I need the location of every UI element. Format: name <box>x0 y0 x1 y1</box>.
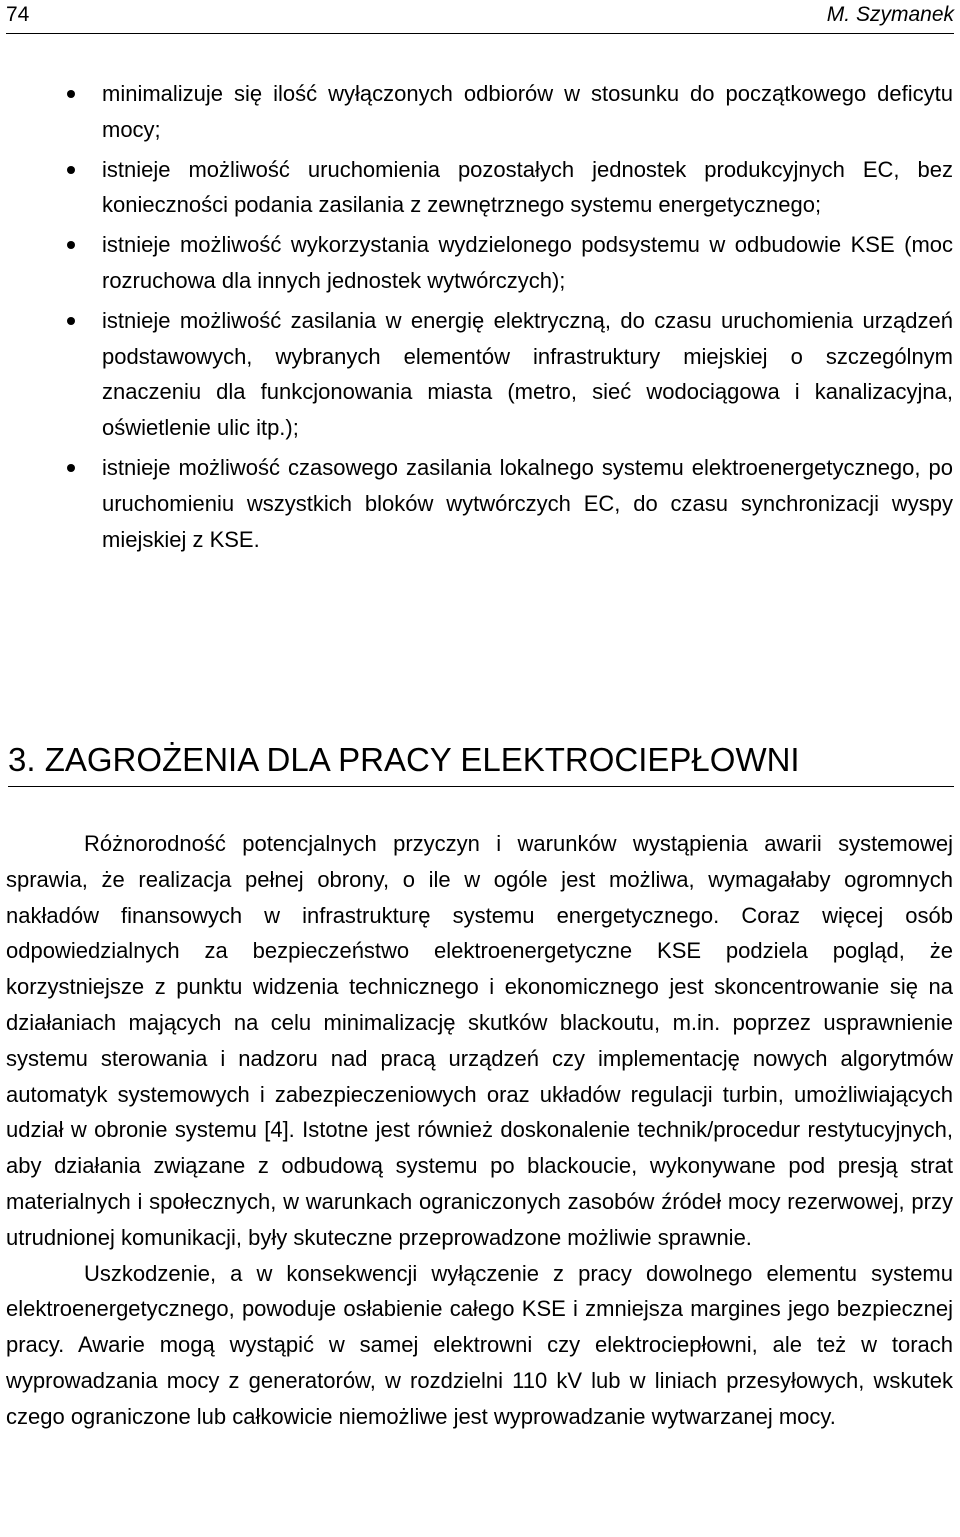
section-body <box>6 826 953 1435</box>
list-item-text: istnieje możliwość zasilania w energię elektryczną, do czasu uruchomienia urządzeń podstawowych, wybranych elementów infrastruktury miejskiej o szczególnym znaczeniu dla funkcjonowania miasta (metro, sieć wodociągowa i kanalizacyjna, oświetlenie ulic itp.); <box>102 307 953 441</box>
bullet-icon <box>67 90 75 98</box>
paragraph: Uszkodzenie, a w konsekwencji wyłączenie z pracy dowolnego elementu systemu elektroenergetycznego, powoduje osłabienie całego KSE i zmniejsza margines jego bezpiecznej pracy. Awarie mogą wystąpić w samej elektrowni czy elektrociepłowni, ale też w torach wyprowadzania mocy z generatorów, w rozdzielni 110 kV lub w liniach przesyłowych, wskutek czego ograniczone lub całkowicie niemożliwe jest wyprowadzanie wytwarzanej mocy. <box>6 1260 953 1429</box>
list-item-text: istnieje możliwość uruchomienia pozostałych jednostek produkcyjnych EC, bez konieczności podania zasilania z zewnętrznego systemu energetycznego; <box>102 156 953 218</box>
running-header <box>6 0 954 34</box>
bullet-list <box>102 76 953 561</box>
bullet-icon <box>67 166 75 174</box>
list-item-text: istnieje możliwość czasowego zasilania lokalnego systemu elektroenergetycznego, po uruchomieniu wszystkich bloków wytwórczych EC, do czasu synchronizacji wyspy miejskiej z KSE. <box>102 454 953 552</box>
list-item <box>102 227 953 299</box>
paragraph: Różnorodność potencjalnych przyczyn i warunków wystąpienia awarii systemowej sprawia, że realizacja pełnej obrony, o ile w ogóle jest możliwa, wymagałaby ogromnych nakładów finansowych w infrastrukturę systemu energetycznego. Coraz więcej osób odpowiedzialnych za bezpieczeństwo elektroenergetyczne KSE podziela pogląd, że korzystniejsze z punktu widzenia technicznego i ekonomicznego jest skoncentrowanie się na działaniach mających na celu minimalizację skutków blackoutu, m.in. poprzez usprawnienie systemu sterowania i nadzoru nad pracą urządzeń czy implementację nowych algorytmów automatyk systemowych i zabezpieczeniowych oraz układów regulacji turbin, umożliwiających udział w obronie systemu [4]. Istotne jest również doskonalenie technik/procedur restytucyjnych, aby działania związane z odbudową systemu po blackoucie, wykonywane pod presją strat materialnych i społecznych, w warunkach ograniczonych zasobów źródeł mocy rezerwowej, przy utrudnionej komunikacji, były skuteczne przeprowadzone możliwie sprawnie. <box>6 831 953 1250</box>
page-number: 74 <box>6 3 30 26</box>
section-heading: 3. ZAGROŻENIA DLA PRACY ELEKTROCIEPŁOWNI <box>8 740 954 787</box>
list-item <box>102 450 953 557</box>
list-item <box>102 152 953 224</box>
list-item <box>102 303 953 446</box>
bullet-icon <box>67 464 75 472</box>
running-header-author: M. Szymanek <box>826 3 954 26</box>
bullet-icon <box>67 317 75 325</box>
list-item-text: minimalizuje się ilość wyłączonych odbiorów w stosunku do początkowego deficytu mocy; <box>102 81 953 142</box>
list-item <box>102 76 953 148</box>
list-item-text: istnieje możliwość wykorzystania wydzielonego podsystemu w odbudowie KSE (moc rozruchowa dla innych jednostek wytwórczych); <box>102 232 953 293</box>
bullet-icon <box>67 241 75 249</box>
